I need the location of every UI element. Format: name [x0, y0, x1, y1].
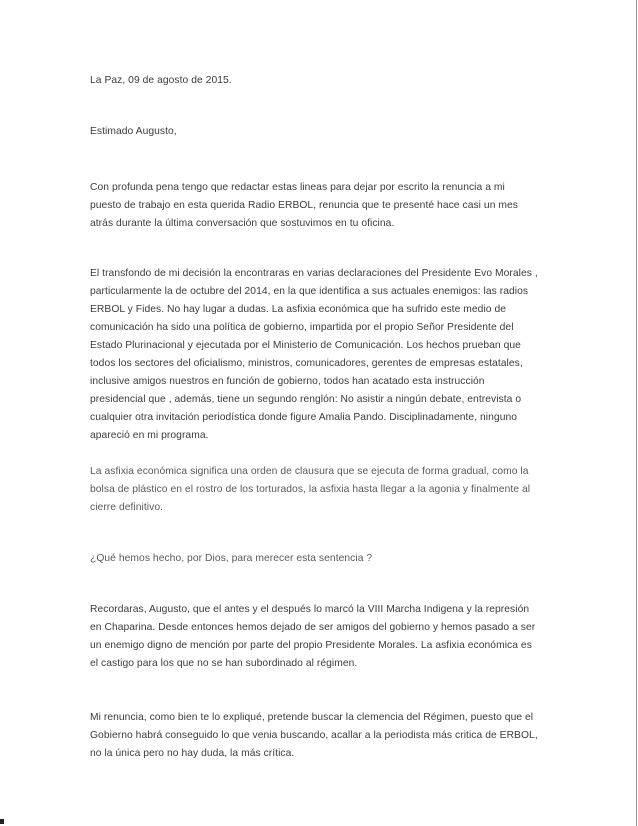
letter-date: La Paz, 09 de agosto de 2015. — [90, 75, 232, 86]
paragraph-2-line: comunicación ha sido una política de gobierno, impartida por el propio Señor Presidente del — [90, 322, 514, 333]
paragraph-3-line: bolsa de plástico en el rostro de los torturados, la asfixia hasta llegar a la agonia y finalmente al — [90, 484, 531, 495]
paragraph-2-line: El transfondo de mi decisión la encontraras en varias declaraciones del Presidente Evo Morales , — [90, 268, 538, 279]
paragraph-6-line: no la única pero no hay duda, la más crítica. — [90, 748, 295, 759]
paragraph-5-line: en Chaparina. Desde entonces hemos dejado de ser amigos del gobierno y hemos pasado a ser — [90, 622, 536, 633]
paragraph-6-line: Mi renuncia, como bien te lo expliqué, pretende buscar la clemencia del Régimen, puesto que el — [90, 712, 534, 723]
scan-edge-line — [636, 0, 637, 826]
paragraph-2-line: apareció en mi programa. — [90, 430, 209, 441]
paragraph-2-line: inclusive amigos nuestros en función de gobierno, todos han acatado esta instrucción — [90, 376, 485, 387]
paragraph-2-line: todos los sectores del oficialismo, ministros, comunicadores, gerentes de empresas estatales, — [90, 358, 523, 369]
paragraph-5-line: el castigo para los que no se han subordinado al régimen. — [90, 658, 358, 669]
paragraph-1-line: Con profunda pena tengo que redactar estas lineas para dejar por escrito la renuncia a mi — [90, 182, 505, 193]
paragraph-1-line: puesto de trabajo en esta querida Radio ERBOL, renuncia que te presenté hace casi un mes — [90, 200, 518, 211]
paragraph-2-line: cualquier otra invitación periodística donde figure Amalia Pando. Disciplinadamente, ninguno — [90, 412, 518, 423]
paragraph-1-line: atrás durante la última conversación que sostuvimos en tu oficina. — [90, 218, 395, 229]
paragraph-5-line: Recordaras, Augusto, que el antes y el después lo marcó la VIII Marcha Indigena y la represión — [90, 604, 530, 615]
paragraph-4-line: ¿Qué hemos hecho, por Dios, para merecer esta sentencia ? — [90, 553, 373, 564]
paragraph-2-line: ERBOL y Fides. No hay lugar a dudas. La asfixia económica que ha sufrido este medio de — [90, 304, 507, 315]
paragraph-6-line: Gobierno habrá conseguido lo que venia buscando, acallar a la periodista más critica de ERBOL, — [90, 730, 538, 741]
paragraph-2-line: presidencial que , además, tiene un segundo renglón: No asistir a ningún debate, entrevista o — [90, 394, 522, 405]
scan-corner-mark — [0, 819, 4, 824]
paragraph-2-line: particularmente la de octubre del 2014, en la que identifica a sus actuales enemigos: las radios — [90, 286, 529, 297]
letter-salutation: Estimado Augusto, — [90, 126, 177, 137]
paragraph-3-line: La asfixia económica significa una orden de clausura que se ejecuta de forma gradual, como la — [90, 466, 529, 477]
paragraph-2-line: Estado Plurinacional y ejecutada por el Ministerio de Comunicación. Los hechos prueban que — [90, 340, 521, 351]
paragraph-5-line: un enemigo digno de mención por parte del propio Presidente Morales. La asfixia económica es — [90, 640, 532, 651]
paragraph-3-line: cierre definitivo. — [90, 502, 164, 513]
